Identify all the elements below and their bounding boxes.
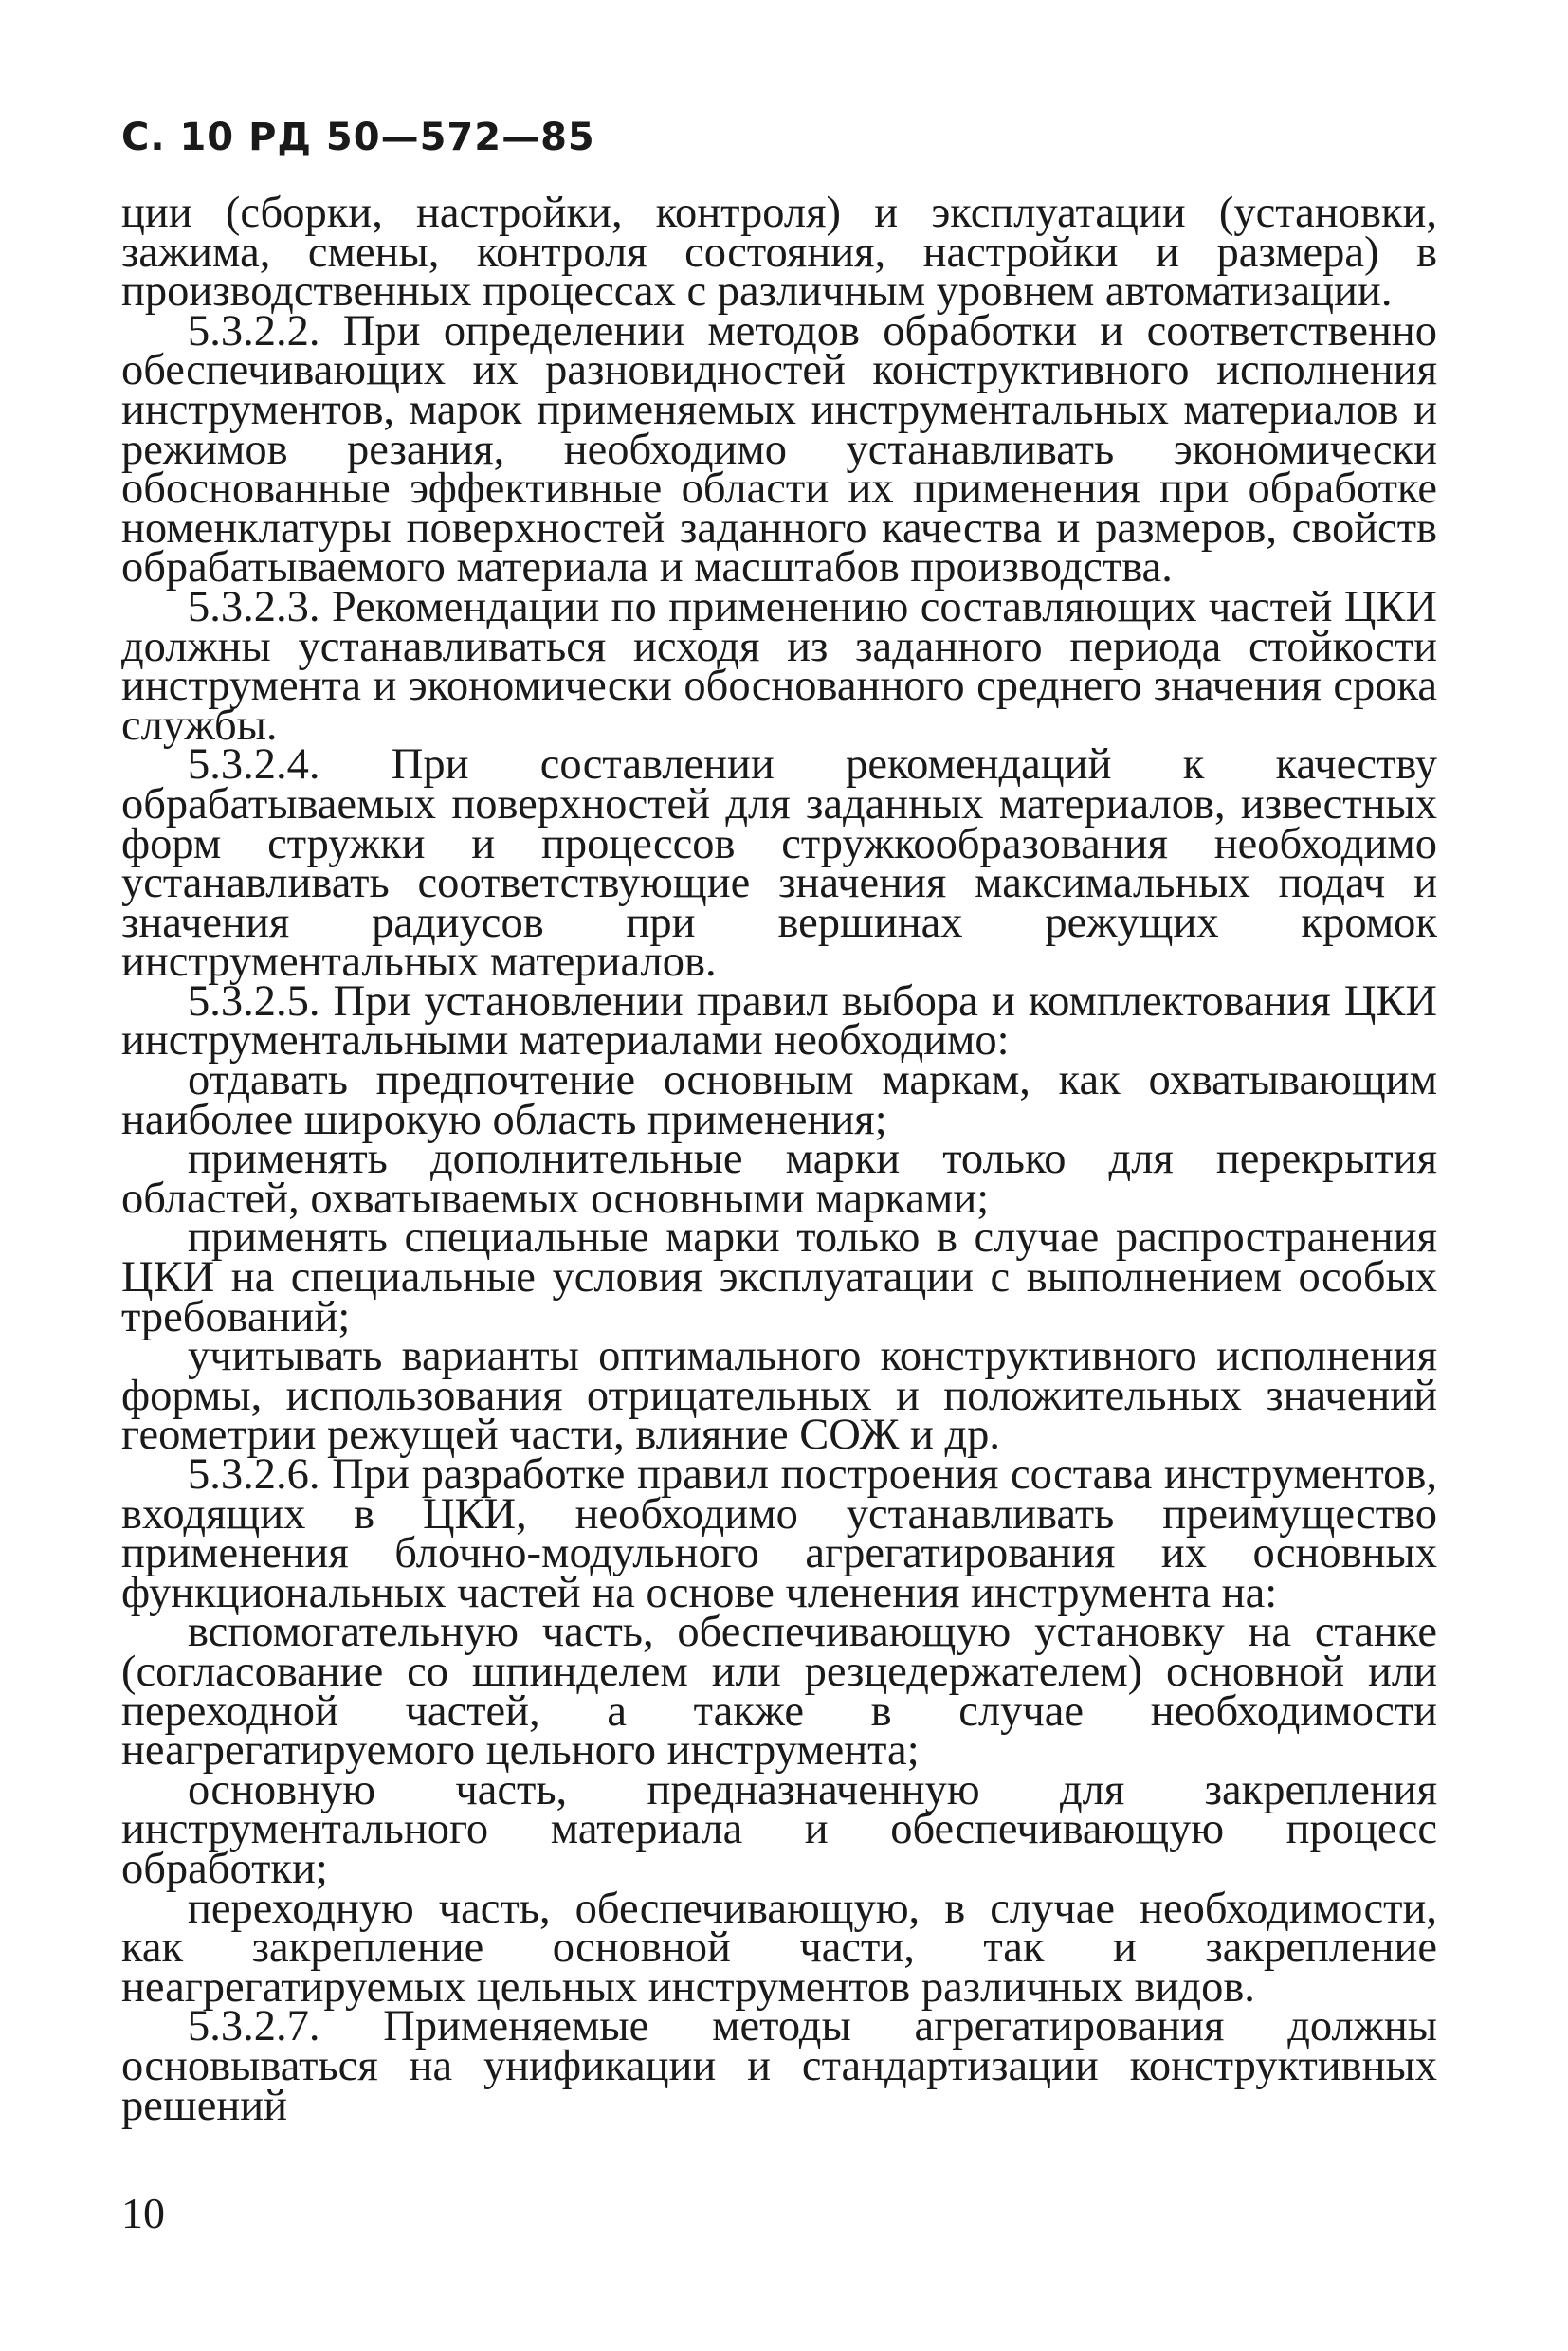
paragraph-5-3-2-4: 5.3.2.4. При составлении рекомендаций к качеству обрабатываемых поверхностей для заданных материалов, известных форм стружки и процессов стружкообразования необходимо устанавливать соответствующие значения максимальных подач и значения радиусов при вершинах режущих кромок инструментальных материалов. [121, 740, 1437, 987]
page-number: 10 [121, 2189, 165, 2237]
paragraph-5-3-2-2: 5.3.2.2. При определении методов обработки и соответственно обеспечивающих их разновидностей конструктивного исполнения инструментов, марок применяемых инструментальных материалов и режимов резания, необходимо устанавливать экономически обоснованные эффективные области их применения при обработке номенклатуры поверхностей заданного качества и размеров, свойств обрабатываемого материала и масштабов производства. [121, 306, 1437, 592]
list-item: отдавать предпочтение основным маркам, как охватывающим наиболее широкую область применения; [121, 1056, 1437, 1144]
page-header: С. 10 РД 50—572—85 [121, 116, 595, 159]
list-item: основную часть, предназначенную для закрепления инструментального материала и обеспечивающую процесс обработки; [121, 1765, 1437, 1893]
list-item: учитывать варианты оптимального конструктивного исполнения формы, использования отрицательных и положительных значений геометрии режущей части, влияние СОЖ и др. [121, 1332, 1437, 1460]
paragraph-5-3-2-3: 5.3.2.3. Рекомендации по применению составляющих частей ЦКИ должны устанавливаться исходя из заданного периода стойкости инструмента и экономически обоснованного среднего значения срока службы. [121, 582, 1437, 750]
paragraph-continuation: ции (сборки, настройки, контроля) и эксплуатации (установки, зажима, смены, контроля состояния, настройки и размера) в производственных процессах с различным уровнем автоматизации. [121, 189, 1437, 317]
paragraph-5-3-2-7: 5.3.2.7. Применяемые методы агрегатирования должны основываться на унификации и стандартизации конструктивных решений [121, 2002, 1437, 2130]
list-item: вспомогательную часть, обеспечивающую установку на станке (согласование со шпинделем или резцедержателем) основной или переходной частей, а также в случае необходимости неагрегатируемого цельного инструмента; [121, 1608, 1437, 1776]
paragraph-5-3-2-6: 5.3.2.6. При разработке правил построения состава инструментов, входящих в ЦКИ, необходимо устанавливать преимущество применения блочно-модульного агрегатирования их основных функциональных частей на основе членения инструмента на: [121, 1450, 1437, 1617]
list-item: применять дополнительные марки только для перекрытия областей, охватываемых основными марками; [121, 1135, 1437, 1223]
paragraph-5-3-2-5: 5.3.2.5. При установлении правил выбора и комплектования ЦКИ инструментальными материалами необходимо: [121, 976, 1437, 1066]
document-body [121, 189, 1437, 2130]
list-item: применять специальные марки только в случае распространения ЦКИ на специальные условия эксплуатации с выполнением особых требований; [121, 1213, 1437, 1341]
list-item: переходную часть, обеспечивающую, в случае необходимости, как закрепление основной части, так и закрепление неагрегатируемых цельных инструментов различных видов. [121, 1884, 1437, 2012]
